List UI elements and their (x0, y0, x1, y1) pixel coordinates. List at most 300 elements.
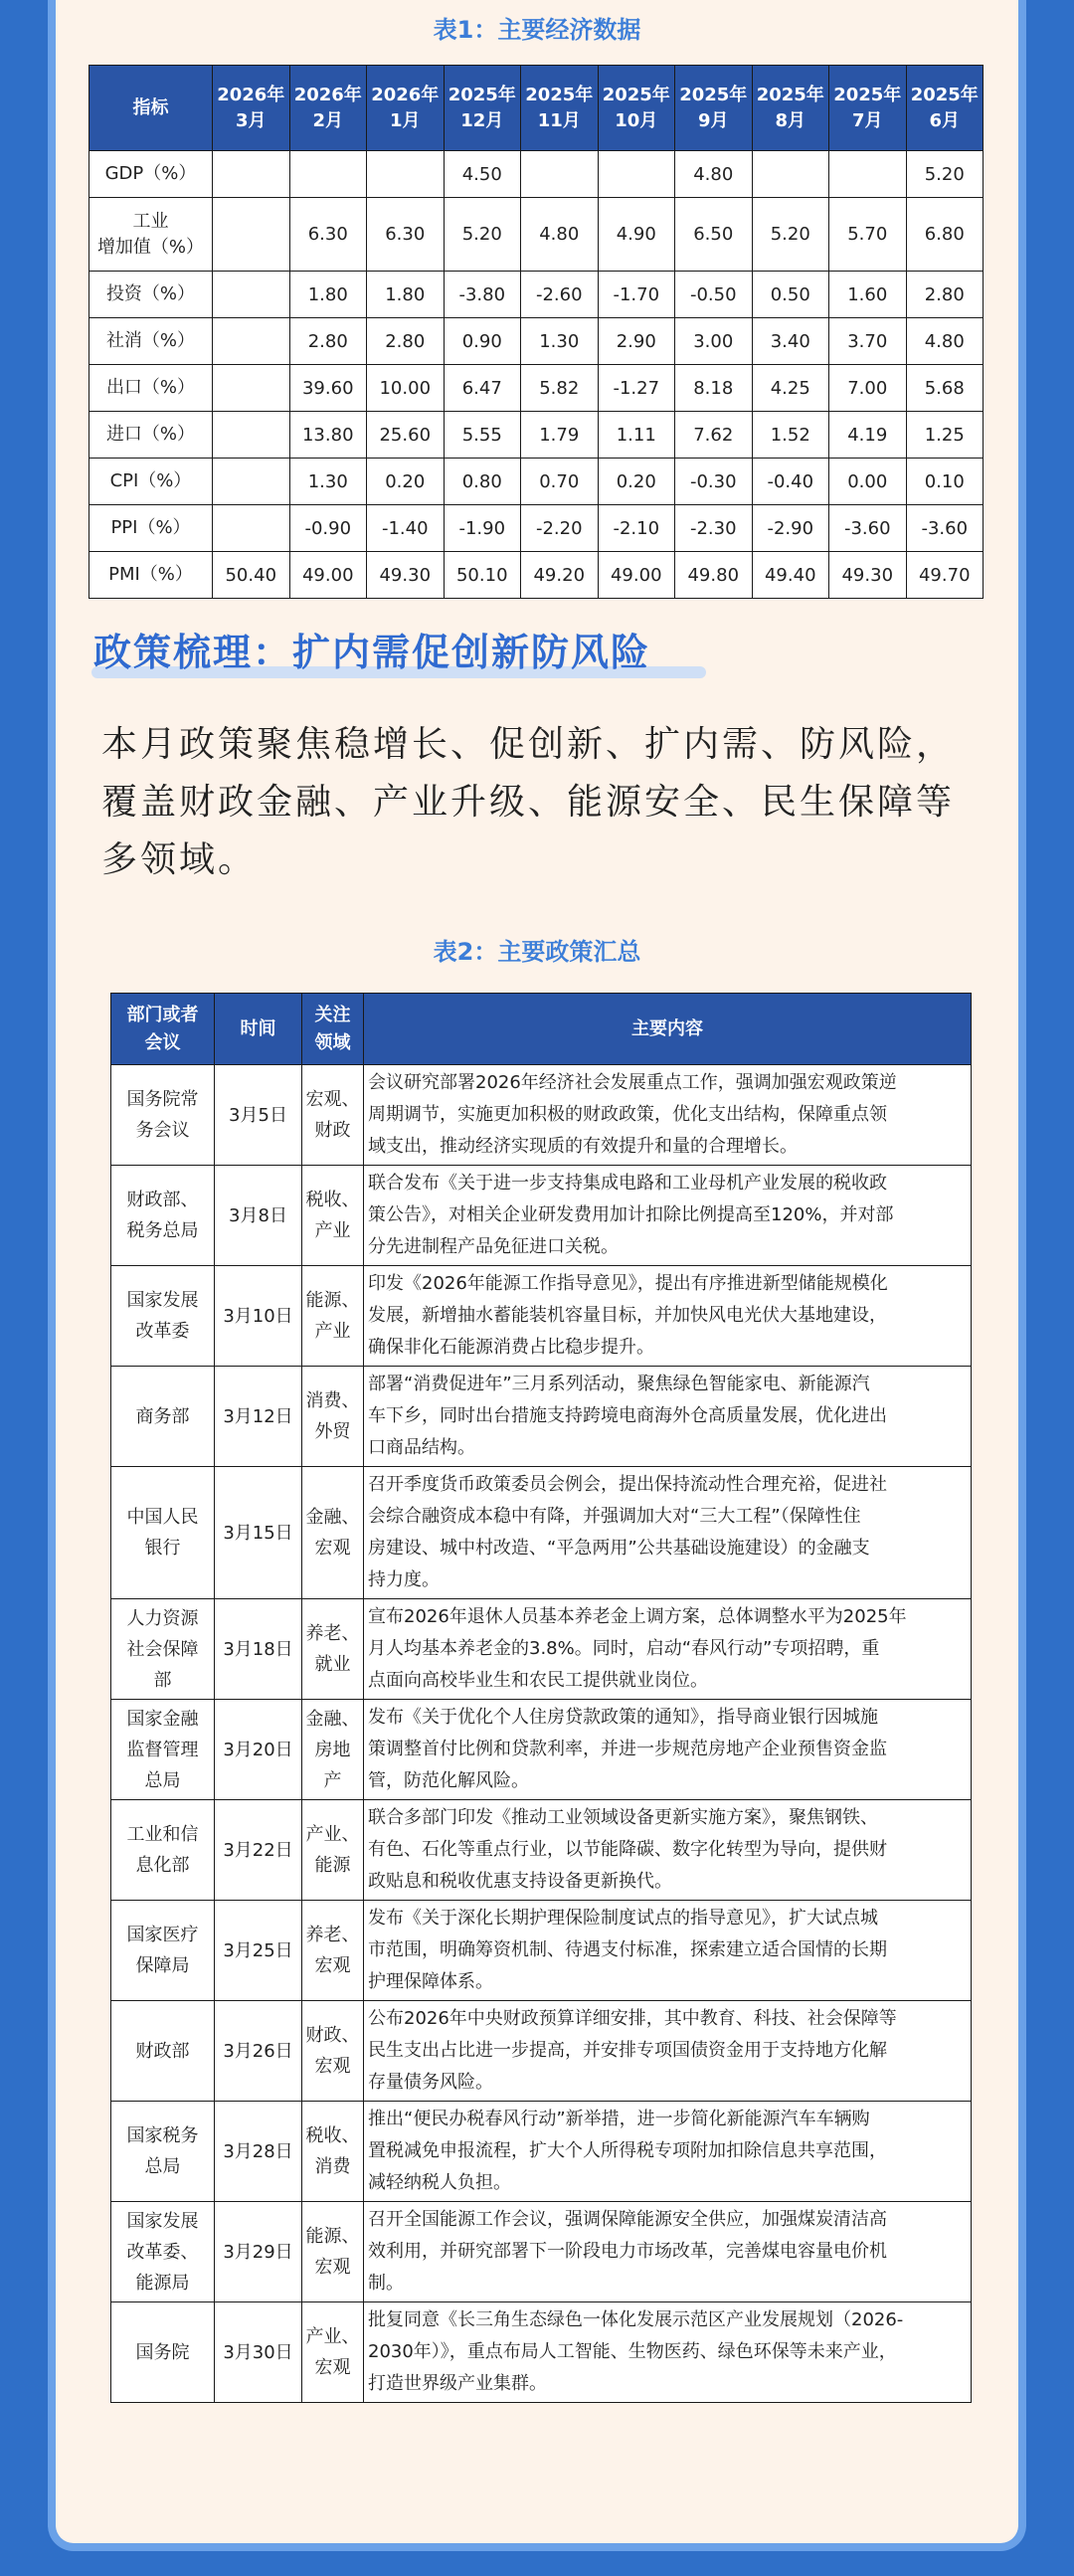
content-line: 周期调节，实施更加积极的财政政策，优化支出结构，保障重点领 (368, 1104, 887, 1125)
dept-line: 国务院 (135, 2341, 190, 2363)
area-line: 财政 (314, 1120, 351, 1141)
month-header (829, 66, 907, 151)
indicator-label-line: CPI（%） (109, 470, 192, 491)
month-header-line: 9月 (697, 109, 729, 131)
month-header (675, 66, 753, 151)
table-row (111, 1367, 972, 1467)
area-line: 能源、 (305, 2226, 360, 2247)
content-cell (364, 1467, 972, 1599)
month-header-line: 2025年 (756, 84, 824, 105)
content-line: 会议研究部署2026年经济社会发展重点工作，强调加强宏观政策逆 (368, 1072, 897, 1093)
table-row (90, 505, 984, 552)
dept-cell (111, 1800, 215, 1901)
month-header-line: 1月 (389, 109, 421, 131)
area-header (302, 994, 364, 1065)
data-cell: 1.52 (752, 412, 829, 459)
month-header-line: 3月 (235, 109, 267, 131)
content-cell (364, 2001, 972, 2102)
dept-cell (111, 2001, 215, 2102)
data-cell: 1.60 (829, 272, 907, 318)
dept-header (111, 994, 215, 1065)
data-cell: 4.90 (598, 198, 675, 272)
data-cell: 1.30 (289, 459, 367, 505)
table-row (90, 412, 984, 459)
data-cell: 10.00 (367, 365, 445, 412)
content-line: 政贴息和税收优惠支持设备更新换代。 (368, 1871, 672, 1892)
content-line: 策调整首付比例和贷款利率，并进一步规范房地产企业预售资金监 (368, 1739, 887, 1759)
area-line: 养老、 (305, 1925, 360, 1945)
data-cell: 0.80 (444, 459, 521, 505)
data-cell: 5.82 (521, 365, 599, 412)
dept-line: 部 (153, 1669, 172, 1691)
data-cell: 39.60 (289, 365, 367, 412)
indicator-label (90, 459, 213, 505)
area-line: 产 (323, 1769, 342, 1791)
area-line: 金融、 (305, 1507, 360, 1528)
data-cell: 3.40 (752, 318, 829, 365)
content-line: 策公告》，对相关企业研发费用加计扣除比例提高至120%，并对部 (368, 1204, 894, 1225)
month-header-line: 7月 (851, 109, 883, 131)
dept-line: 税务总局 (126, 1220, 199, 1241)
content-line: 批复同意《长三角生态绿色一体化发展示范区产业发展规划（2026- (368, 2309, 904, 2330)
content-cell (364, 1700, 972, 1800)
content-cell (364, 1166, 972, 1266)
policy-table-header (111, 994, 972, 1065)
policy-summary-table (110, 993, 972, 2403)
data-cell: 6.47 (444, 365, 521, 412)
section-title: 政策梳理：扩内需促创新防风险 (93, 631, 651, 674)
data-cell: 0.90 (444, 318, 521, 365)
data-cell: 49.70 (906, 552, 984, 599)
area-line: 产业 (314, 1220, 351, 1241)
month-header-line: 10月 (615, 109, 658, 131)
data-cell: 2.80 (906, 272, 984, 318)
indicator-label-line: 增加值（%） (96, 236, 205, 258)
content-line: 召开全国能源工作会议，强调保障能源安全供应，加强煤炭清洁高 (368, 2209, 887, 2230)
date-cell: 3月12日 (215, 1367, 302, 1467)
data-cell: 1.80 (289, 272, 367, 318)
data-cell (213, 198, 290, 272)
content-line: 有色、石化等重点行业，以节能降碳、数字化转型为导向，提供财 (368, 1839, 887, 1860)
dept-line: 总局 (144, 1769, 181, 1791)
content-line: 推出“便民办税春风行动”新举措，进一步简化新能源汽车车辆购 (368, 2109, 870, 2129)
dept-line: 国家税务 (126, 2125, 199, 2146)
content-line: 口商品结构。 (368, 1437, 475, 1458)
content-header: 主要内容 (364, 994, 972, 1065)
intro-paragraph: 本月政策聚焦稳增长、促创新、扩内需、防风险，覆盖财政金融、产业升级、能源安全、民生保障等多领域。 (101, 724, 956, 880)
indicator-label (90, 552, 213, 599)
data-cell (598, 151, 675, 198)
content-line: 分先进制程产品免征进口关税。 (368, 1236, 619, 1257)
content-cell (364, 1800, 972, 1901)
date-cell: 3月22日 (215, 1800, 302, 1901)
indicator-label (90, 272, 213, 318)
data-cell: 49.00 (598, 552, 675, 599)
month-header-line: 2026年 (371, 84, 440, 105)
data-cell: -3.60 (906, 505, 984, 552)
area-header-line: 关注 (314, 1004, 351, 1025)
date-cell: 3月18日 (215, 1599, 302, 1700)
month-header-line: 6月 (929, 109, 961, 131)
data-cell: 6.30 (289, 198, 367, 272)
dept-line: 工业和信 (126, 1824, 199, 1845)
area-cell (302, 2202, 364, 2302)
data-cell: 4.80 (521, 198, 599, 272)
date-cell: 3月28日 (215, 2102, 302, 2202)
data-cell: 5.20 (752, 198, 829, 272)
month-header-line: 12月 (460, 109, 504, 131)
content-line: 公布2026年中央财政预算详细安排，其中教育、科技、社会保障等 (368, 2008, 897, 2029)
table-row (111, 1599, 972, 1700)
content-line: 发布《关于深化长期护理保险制度试点的指导意见》，扩大试点城 (368, 1908, 878, 1929)
area-cell (302, 2102, 364, 2202)
data-cell: 0.10 (906, 459, 984, 505)
table-row (111, 1700, 972, 1800)
table-row (111, 1467, 972, 1599)
table-row (111, 2202, 972, 2302)
dept-line: 国务院常 (126, 1089, 199, 1110)
area-cell (302, 1800, 364, 1901)
month-header (444, 66, 521, 151)
content-cell (364, 2302, 972, 2403)
table1-caption: 表1：主要经济数据 (433, 16, 641, 44)
data-cell: 5.55 (444, 412, 521, 459)
data-cell: 2.90 (598, 318, 675, 365)
area-cell (302, 1266, 364, 1367)
data-cell (829, 151, 907, 198)
content-panel (84, 0, 990, 2491)
economic-table-header (90, 66, 984, 151)
content-line: 市范围，明确筹资机制、待遇支付标准，探索建立适合国情的长期 (368, 1939, 887, 1960)
table-row (90, 365, 984, 412)
data-cell: 0.00 (829, 459, 907, 505)
data-cell: 4.25 (752, 365, 829, 412)
data-cell: 4.80 (906, 318, 984, 365)
data-cell: 13.80 (289, 412, 367, 459)
area-cell (302, 1700, 364, 1800)
data-cell: -1.90 (444, 505, 521, 552)
area-line: 产业 (314, 1321, 351, 1342)
content-cell (364, 1367, 972, 1467)
dept-line: 国家发展 (126, 1290, 199, 1311)
data-cell: 7.00 (829, 365, 907, 412)
content-line: 宣布2026年退休人员基本养老金上调方案，总体调整水平为2025年 (368, 1606, 907, 1627)
indicator-label (90, 318, 213, 365)
date-cell: 3月30日 (215, 2302, 302, 2403)
indicator-label-line: 投资（%） (105, 283, 196, 304)
content-line: 减轻纳税人负担。 (368, 2172, 511, 2193)
area-line: 宏观 (314, 1538, 351, 1559)
data-cell: 49.40 (752, 552, 829, 599)
indicator-label-line: PMI（%） (108, 564, 193, 585)
indicator-label (90, 412, 213, 459)
table-row (90, 459, 984, 505)
dept-line: 社会保障 (126, 1638, 199, 1660)
indicator-label (90, 151, 213, 198)
area-line: 产业、 (305, 2326, 360, 2347)
data-cell: -0.90 (289, 505, 367, 552)
table-row (111, 2102, 972, 2202)
area-header-line: 领域 (314, 1031, 351, 1053)
table-row (111, 1800, 972, 1901)
data-cell: 2.80 (289, 318, 367, 365)
area-line: 宏观 (314, 1955, 351, 1976)
date-cell: 3月20日 (215, 1700, 302, 1800)
month-header-line: 2025年 (833, 84, 902, 105)
content-line: 效利用，并研究部署下一阶段电力市场改革，完善煤电容量电价机 (368, 2241, 887, 2262)
data-cell (213, 505, 290, 552)
area-cell (302, 2302, 364, 2403)
indicator-label (90, 505, 213, 552)
data-cell (521, 151, 599, 198)
area-cell (302, 1901, 364, 2001)
area-line: 就业 (314, 1654, 351, 1675)
data-cell: 1.11 (598, 412, 675, 459)
dept-line: 总局 (144, 2156, 181, 2177)
data-cell: 0.20 (367, 459, 445, 505)
dept-header-line: 会议 (144, 1031, 181, 1053)
data-cell: 49.30 (829, 552, 907, 599)
dept-line: 改革委 (135, 1321, 190, 1342)
dept-line: 保障局 (135, 1955, 190, 1976)
indicator-label (90, 365, 213, 412)
area-line: 外贸 (314, 1421, 351, 1442)
dept-cell (111, 1065, 215, 1166)
content-line: 置税减免申报流程，扩大个人所得税专项附加扣除信息共享范围， (368, 2140, 887, 2161)
content-cell (364, 1599, 972, 1700)
area-cell (302, 1467, 364, 1599)
data-cell: -2.20 (521, 505, 599, 552)
month-header-line: 2025年 (602, 84, 670, 105)
dept-line: 财政部 (135, 2040, 190, 2062)
area-line: 宏观、 (305, 1089, 360, 1110)
data-cell: 6.30 (367, 198, 445, 272)
month-header (367, 66, 445, 151)
dept-cell (111, 1367, 215, 1467)
month-header-line: 2026年 (217, 84, 285, 105)
data-cell (752, 151, 829, 198)
dept-header-line: 部门或者 (126, 1004, 199, 1025)
month-header-line: 2025年 (448, 84, 516, 105)
month-header-line: 8月 (775, 109, 806, 131)
month-header-line: 2026年 (293, 84, 362, 105)
area-line: 养老、 (305, 1623, 360, 1644)
data-cell: 5.70 (829, 198, 907, 272)
area-cell (302, 1166, 364, 1266)
area-line: 能源 (314, 1855, 351, 1876)
area-line: 财政、 (305, 2025, 360, 2046)
data-cell: -1.40 (367, 505, 445, 552)
content-line: 部署“消费促进年”三月系列活动，聚焦绿色智能家电、新能源汽 (368, 1374, 870, 1394)
area-line: 金融、 (305, 1708, 360, 1730)
data-cell (213, 459, 290, 505)
data-cell: 3.70 (829, 318, 907, 365)
indicator-label (90, 198, 213, 272)
indicator-label-line: 工业 (132, 210, 169, 232)
data-cell: 6.50 (675, 198, 753, 272)
dept-line: 商务部 (135, 1405, 190, 1427)
data-cell: 0.50 (752, 272, 829, 318)
data-cell: 49.00 (289, 552, 367, 599)
content-cell (364, 2102, 972, 2202)
month-header (521, 66, 599, 151)
dept-line: 中国人民 (126, 1507, 199, 1528)
dept-cell (111, 1901, 215, 2001)
data-cell: 5.20 (444, 198, 521, 272)
content-cell (364, 1065, 972, 1166)
dept-cell (111, 1700, 215, 1800)
date-cell: 3月5日 (215, 1065, 302, 1166)
month-header (289, 66, 367, 151)
data-cell: 1.79 (521, 412, 599, 459)
content-cell (364, 1901, 972, 2001)
data-cell: 50.10 (444, 552, 521, 599)
data-cell: 5.20 (906, 151, 984, 198)
area-cell (302, 1599, 364, 1700)
data-cell (213, 151, 290, 198)
table-row (90, 272, 984, 318)
data-cell: 2.80 (367, 318, 445, 365)
date-cell: 3月8日 (215, 1166, 302, 1266)
area-line: 能源、 (305, 1290, 360, 1311)
table-row (90, 198, 984, 272)
indicator-label-line: 社消（%） (105, 330, 196, 351)
area-line: 宏观 (314, 2357, 351, 2378)
data-cell: 4.80 (675, 151, 753, 198)
data-cell (367, 151, 445, 198)
content-line: 民生支出占比进一步提高，并安排专项国债资金用于支持地方化解 (368, 2040, 887, 2061)
date-header: 时间 (215, 994, 302, 1065)
dept-cell (111, 2202, 215, 2302)
area-line: 消费 (314, 2156, 351, 2177)
area-cell (302, 1367, 364, 1467)
data-cell: -2.60 (521, 272, 599, 318)
data-cell: -2.90 (752, 505, 829, 552)
area-cell (302, 2001, 364, 2102)
month-header-line: 11月 (537, 109, 581, 131)
content-line: 召开季度货币政策委员会例会，提出保持流动性合理充裕，促进社 (368, 1474, 887, 1495)
area-line: 消费、 (305, 1390, 360, 1411)
content-line: 持力度。 (368, 1569, 440, 1590)
content-line: 印发《2026年能源工作指导意见》，提出有序推进新型储能规模化 (368, 1273, 888, 1294)
data-cell: -3.60 (829, 505, 907, 552)
data-cell: 1.30 (521, 318, 599, 365)
date-cell: 3月25日 (215, 1901, 302, 2001)
content-cell (364, 2202, 972, 2302)
content-line: 存量债务风险。 (368, 2072, 493, 2093)
data-cell: 8.18 (675, 365, 753, 412)
dept-line: 国家发展 (126, 2210, 199, 2232)
month-header (598, 66, 675, 151)
dept-line: 监督管理 (126, 1739, 199, 1760)
table-row (111, 1065, 972, 1166)
dept-cell (111, 2302, 215, 2403)
data-cell: 4.50 (444, 151, 521, 198)
table-row (90, 151, 984, 198)
date-cell: 3月15日 (215, 1467, 302, 1599)
table-row (111, 2001, 972, 2102)
data-cell: 1.25 (906, 412, 984, 459)
content-line: 确保非化石能源消费占比稳步提升。 (368, 1337, 654, 1358)
data-cell (213, 365, 290, 412)
economic-data-table (89, 65, 984, 599)
dept-cell (111, 1266, 215, 1367)
content-line: 打造世界级产业集群。 (368, 2373, 547, 2394)
table-row (90, 552, 984, 599)
dept-line: 改革委、 (126, 2241, 199, 2263)
content-cell (364, 1266, 972, 1367)
table-row (111, 1266, 972, 1367)
content-line: 2030年）》，重点布局人工智能、生物医药、绿色环保等未来产业， (368, 2341, 897, 2362)
data-cell: -2.10 (598, 505, 675, 552)
content-line: 车下乡，同时出台措施支持跨境电商海外仓高质量发展，优化进出 (368, 1405, 887, 1426)
table-row (90, 318, 984, 365)
month-header (752, 66, 829, 151)
content-line: 发展，新增抽水蓄能装机容量目标，并加快风电光伏大基地建设， (368, 1305, 887, 1326)
dept-cell (111, 1467, 215, 1599)
data-cell: 0.20 (598, 459, 675, 505)
indicator-label-line: PPI（%） (110, 517, 191, 538)
month-header (213, 66, 290, 151)
dept-cell (111, 1166, 215, 1266)
date-cell: 3月29日 (215, 2202, 302, 2302)
date-cell: 3月10日 (215, 1266, 302, 1367)
data-cell: 4.19 (829, 412, 907, 459)
data-cell (213, 318, 290, 365)
data-cell: 3.00 (675, 318, 753, 365)
data-cell (213, 412, 290, 459)
data-cell: 50.40 (213, 552, 290, 599)
data-cell: 1.80 (367, 272, 445, 318)
indicator-label-line: 进口（%） (105, 424, 196, 445)
data-cell (289, 151, 367, 198)
dept-line: 息化部 (135, 1855, 190, 1876)
data-cell (213, 272, 290, 318)
dept-line: 能源局 (135, 2272, 190, 2294)
data-cell: -0.40 (752, 459, 829, 505)
data-cell: -1.27 (598, 365, 675, 412)
content-line: 月人均基本养老金的3.8%。同时，启动“春风行动”专项招聘，重 (368, 1638, 880, 1659)
data-cell: 5.68 (906, 365, 984, 412)
data-cell: 7.62 (675, 412, 753, 459)
content-line: 制。 (368, 2273, 404, 2294)
content-line: 联合发布《关于进一步支持集成电路和工业母机产业发展的税收政 (368, 1173, 887, 1194)
month-header (906, 66, 984, 151)
area-line: 产业、 (305, 1824, 360, 1845)
dept-line: 国家医疗 (126, 1925, 199, 1945)
table2-caption: 表2：主要政策汇总 (433, 938, 641, 966)
content-line: 管，防范化解风险。 (368, 1770, 529, 1791)
table-row (111, 1901, 972, 2001)
data-cell: 49.30 (367, 552, 445, 599)
indicator-label-line: GDP（%） (104, 163, 197, 184)
data-cell: -1.70 (598, 272, 675, 318)
policy-table-body (111, 1065, 972, 2403)
data-cell: -0.30 (675, 459, 753, 505)
dept-line: 人力资源 (126, 1607, 199, 1629)
content-line: 域支出，推动经济实现质的有效提升和量的合理增长。 (368, 1136, 798, 1157)
area-line: 宏观 (314, 2257, 351, 2278)
data-cell: 49.20 (521, 552, 599, 599)
date-cell: 3月26日 (215, 2001, 302, 2102)
content-line: 会综合融资成本稳中有降，并强调加大对“三大工程”（保障性住 (368, 1506, 861, 1527)
dept-line: 务会议 (135, 1120, 190, 1141)
area-line: 宏观 (314, 2056, 351, 2077)
data-cell: -0.50 (675, 272, 753, 318)
dept-cell (111, 1599, 215, 1700)
area-line: 税收、 (305, 1190, 360, 1210)
data-cell: 49.80 (675, 552, 753, 599)
